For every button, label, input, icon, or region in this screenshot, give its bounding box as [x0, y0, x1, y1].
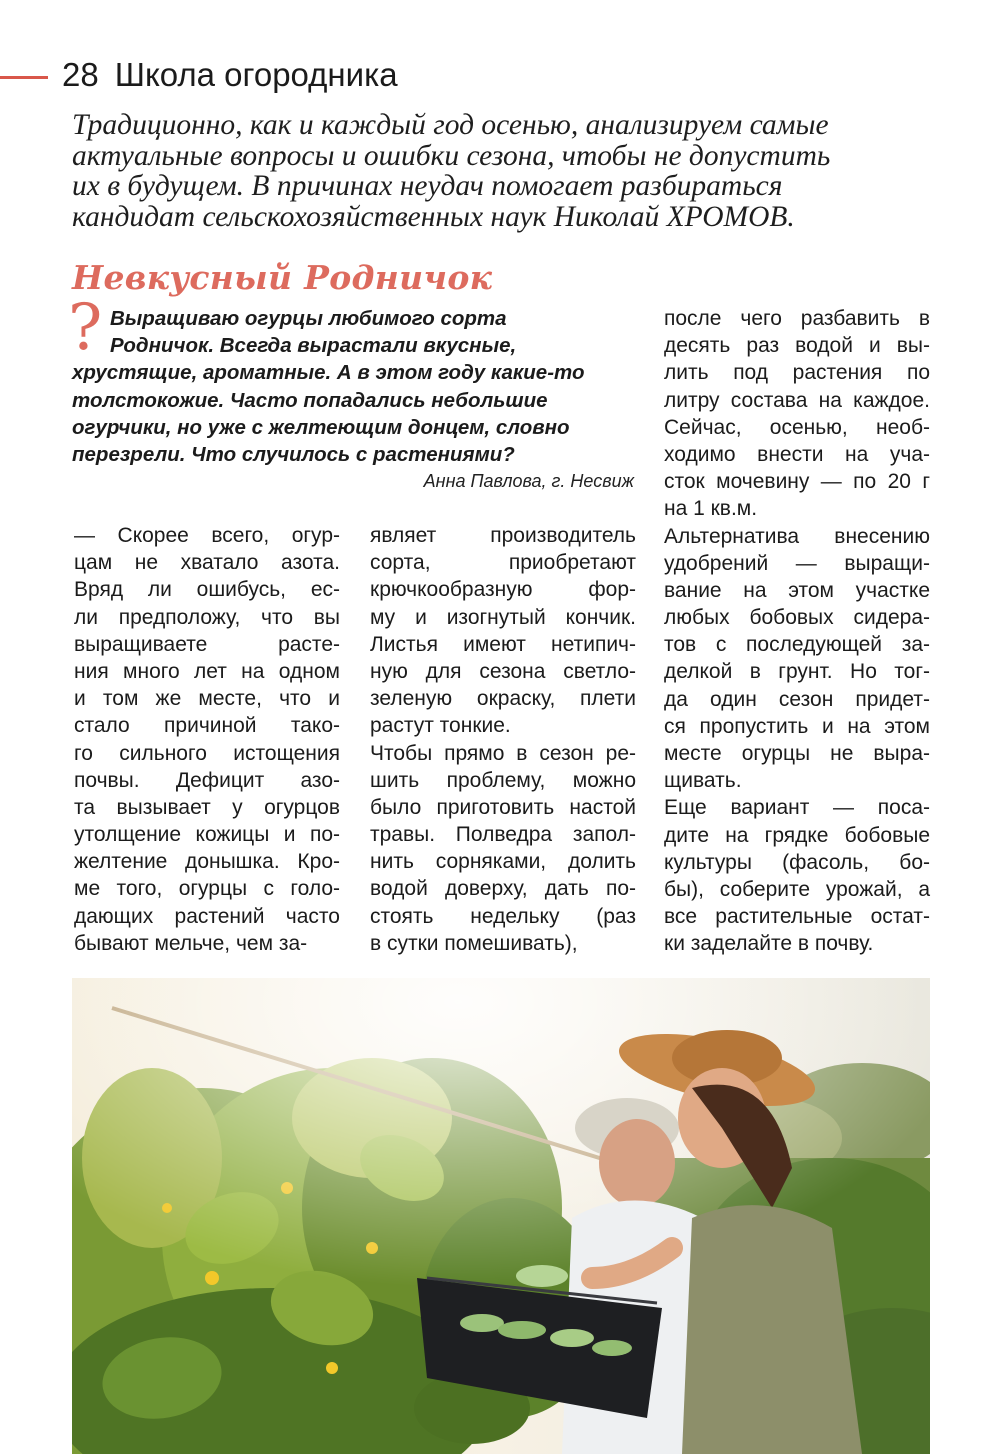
answer-column-2 [370, 522, 636, 957]
answer-text-line: литру состава на каждое. [664, 388, 930, 412]
answer-text-line: желтение донышка. Кро- [74, 850, 340, 874]
answer-text-line: Чтобы прямо в сезон ре- [370, 741, 636, 765]
lead-paragraph [72, 110, 952, 232]
lead-line: актуальные вопросы и ошибки сезона, чтобы не допустить [72, 139, 831, 172]
answer-text-line: та вызывает у огурцов [74, 795, 340, 819]
answer-text-line: утолщение кожицы и по- [74, 823, 340, 847]
answer-text-line: делкой в грунт. Но тог- [664, 660, 930, 684]
question-line: Родничок. Всегда вырастали вкусные, [110, 334, 517, 358]
section-title: Школа огородника [114, 56, 398, 93]
answer-text-line: было приготовить настой [370, 795, 636, 819]
answer-text-line: зеленую окраску, плети [370, 687, 636, 711]
header-accent-rule [0, 76, 48, 79]
answer-text-line: культуры (фасоль, бо- [664, 850, 930, 874]
question-line: толстокожие. Часто попадались небольшие [72, 388, 548, 412]
answer-text-line: любых бобовых сидера- [664, 606, 930, 630]
garden-photo [72, 978, 930, 1454]
lead-line: Традиционно, как и каждый год осенью, анализируем самые [72, 109, 829, 141]
answer-text-line: все растительные остат- [664, 905, 930, 929]
lead-line: их в будущем. В причинах неудач помогает разбираться [72, 170, 783, 202]
answer-text-line: являет производитель [370, 524, 636, 547]
question-line: перезрели. Что случилось с растениями? [72, 442, 515, 466]
answer-text-line: бы), соберите урожай, а [664, 877, 930, 901]
page-header [62, 56, 398, 94]
lead-line: кандидат сельскохозяйственных наук Николай ХРОМОВ. [72, 200, 795, 233]
answer-text-line: щивать. [664, 769, 742, 793]
answer-column-3 [664, 305, 930, 958]
answer-text-line: после чего разбавить в [664, 307, 930, 330]
answer-text-line: Сейчас, осенью, необ- [664, 415, 930, 439]
article-headline: Невкусный Родничок [72, 258, 493, 297]
answer-text-line: Альтернатива внесению [664, 524, 930, 548]
answer-text-line: цам не хватало азота. [74, 551, 340, 575]
answer-text-line: Листья имеют нетипич- [370, 632, 636, 656]
answer-text-line: десять раз водой и вы- [664, 334, 930, 358]
answer-text-line: стоять недельку (раз [370, 904, 636, 928]
answer-text-line: дите на грядке бобовые [664, 823, 930, 847]
answer-column-1 [74, 522, 340, 957]
answer-text-line: на 1 кв.м. [664, 497, 758, 521]
answer-text-line: тов с последующей за- [664, 633, 930, 657]
answer-text-line: сорта, приобретают [370, 551, 636, 575]
answer-text-line: ся пропустить и на этом [664, 714, 930, 738]
answer-text-line: му и изогнутый кончик. [370, 605, 636, 629]
answer-text-line: ную для сезона светло- [370, 659, 636, 683]
question-mark: ? [68, 291, 103, 365]
answer-text-line: ли предположу, что вы [74, 605, 340, 629]
reader-question [72, 305, 642, 495]
page-number: 28 [62, 56, 99, 93]
answer-text-line: го сильного истощения [74, 741, 340, 765]
answer-text-line: стало причиной тако- [74, 714, 340, 738]
answer-text-line: Вряд ли ошибусь, ес- [74, 578, 340, 602]
answer-text-line: ния много лет на одном [74, 659, 340, 683]
question-line: хрустящие, ароматные. А в этом году какие-то [72, 361, 585, 385]
answer-text-line: Еще вариант — поса- [664, 796, 930, 820]
answer-text-line: водой доверху, дать по- [370, 877, 636, 901]
question-line: огурчики, но уже с желтеющим донцем, словно [72, 415, 570, 439]
answer-text-line: в сутки помешивать), [370, 931, 578, 955]
answer-text-line: выращиваете расте- [74, 632, 340, 656]
answer-text-line: и том же месте, что и [74, 687, 340, 711]
answer-text-line: удобрений — выращи- [664, 551, 930, 575]
answer-text-line: ходимо внести на уча- [664, 442, 930, 466]
answer-text-line: дающих растений часто [74, 904, 340, 928]
answer-text-line: сток мочевину — по 20 г [664, 470, 930, 494]
answer-text-line: лить под растения по [664, 361, 930, 385]
question-author: Анна Павлова, г. Несвиж [423, 471, 634, 492]
answer-text-line: крючкообразную фор- [370, 578, 636, 602]
answer-text-line: шить проблему, можно [370, 768, 636, 792]
answer-text-line: растут тонкие. [370, 714, 511, 738]
question-line: Выращиваю огурцы любимого сорта [110, 307, 507, 330]
answer-text-line: месте огурцы не выра- [664, 742, 930, 765]
answer-text-line: почвы. Дефицит азо- [74, 768, 340, 792]
answer-text-line: да один сезон придет- [664, 687, 930, 711]
answer-text-line: бывают мельче, чем за- [74, 931, 308, 955]
answer-text-line: нить сорняками, долить [370, 850, 636, 874]
answer-text-line: ки заделайте в почву. [664, 932, 874, 956]
answer-text-line: ме того, огурцы с голо- [74, 877, 340, 901]
answer-text-line: вание на этом участке [664, 578, 930, 602]
answer-text-line: травы. Полведра запол- [370, 823, 636, 847]
answer-text-line: — Скорее всего, огур- [74, 524, 340, 547]
